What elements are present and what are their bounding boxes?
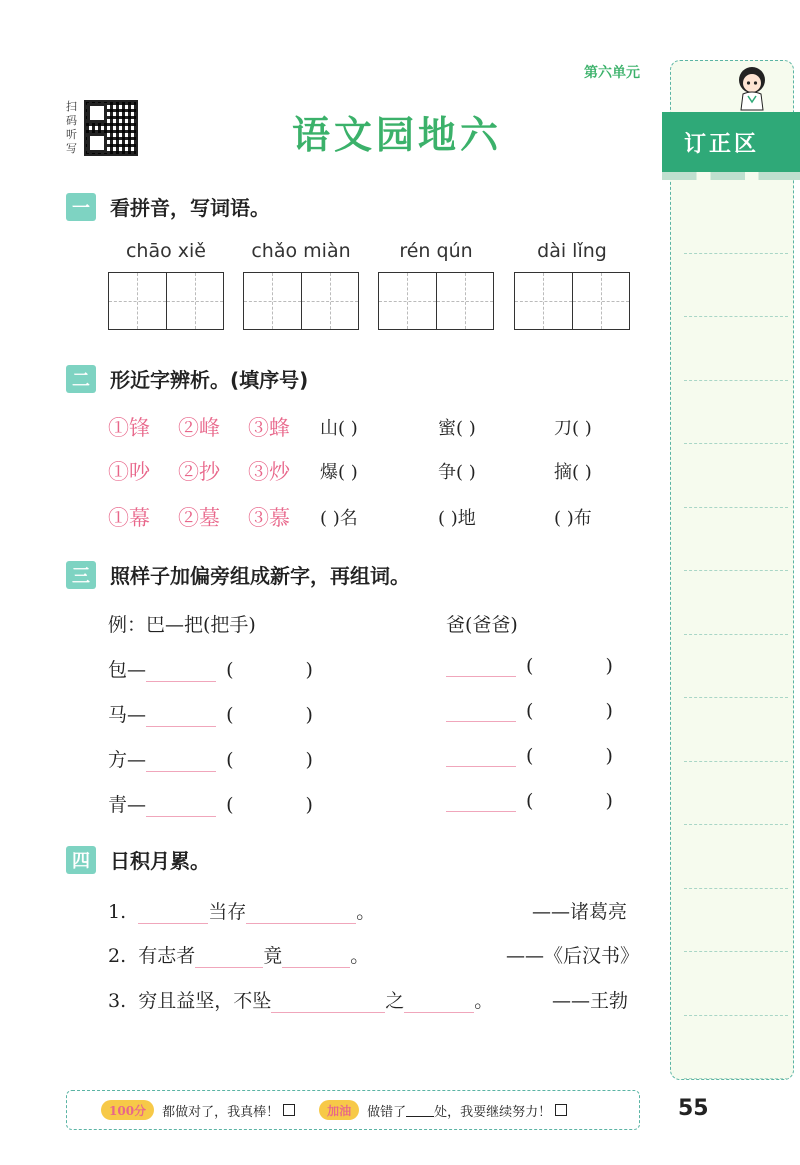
section-badge: 二 <box>66 365 96 393</box>
pinyin-item <box>243 240 359 330</box>
similar-char-row <box>108 502 648 532</box>
base-char: 马— <box>108 704 147 726</box>
pinyin-text: rén qún <box>399 240 473 262</box>
char-option: ③慕 <box>248 506 290 530</box>
full-score-badge: 100分 <box>101 1100 154 1120</box>
answer-line[interactable] <box>404 991 474 1013</box>
correction-lines <box>684 190 788 1079</box>
pinyin-item <box>514 240 630 330</box>
char-option: ③蜂 <box>248 416 290 440</box>
proverb-source: ——《后汉书》 <box>506 945 640 967</box>
radical-row-right: ( ) <box>446 655 613 677</box>
section-title: 照样子加偏旁组成新字，再组词。 <box>110 564 410 588</box>
answer-line[interactable] <box>271 991 385 1013</box>
base-char: 包— <box>108 659 147 681</box>
section-2-header <box>66 364 308 393</box>
unit-label: 第六单元 <box>584 65 640 81</box>
writing-grid[interactable] <box>243 272 359 330</box>
answer-line[interactable] <box>138 902 208 924</box>
base-char: 青— <box>108 794 147 816</box>
error-count-blank[interactable] <box>406 1103 434 1117</box>
fill-blank[interactable]: 蜜( ) <box>438 418 476 439</box>
char-option: ①幕 <box>108 506 150 530</box>
answer-line[interactable] <box>146 795 216 817</box>
radical-row-right: ( ) <box>446 700 613 722</box>
radical-row: 方— ( ) <box>108 749 313 771</box>
answer-line[interactable] <box>146 660 216 682</box>
writing-grid[interactable] <box>514 272 630 330</box>
answer-line[interactable] <box>446 790 516 812</box>
char-option: ②峰 <box>178 416 220 440</box>
radical-row: 包— ( ) <box>108 659 313 681</box>
char-option: ②墓 <box>178 506 220 530</box>
page-number: 55 <box>678 1096 709 1121</box>
section-1-header <box>66 192 270 221</box>
cheer-badge: 加油 <box>319 1100 359 1120</box>
proverb-line: 2. 有志者 竟 。 <box>108 945 370 967</box>
radical-row-right: ( ) <box>446 790 613 812</box>
answer-line[interactable] <box>282 946 350 968</box>
base-char: 方— <box>108 749 147 771</box>
answer-line[interactable] <box>246 902 356 924</box>
qr-code-icon[interactable] <box>84 100 138 156</box>
proverb-source: ——王勃 <box>552 990 629 1012</box>
example-right: 爸(爸爸) <box>446 614 518 636</box>
section-badge: 四 <box>66 846 96 874</box>
answer-line[interactable] <box>195 946 263 968</box>
pinyin-text: chǎo miàn <box>251 240 351 262</box>
char-option: ②抄 <box>178 460 220 484</box>
proverb-line: 3. 穷且益坚，不坠 之 。 <box>108 990 494 1012</box>
pinyin-item <box>378 240 494 330</box>
checkbox-keep-trying[interactable] <box>555 1104 567 1116</box>
pinyin-row <box>108 240 648 332</box>
example-left: 例：巴—把(把手) <box>108 614 256 636</box>
similar-char-row <box>108 412 648 442</box>
fill-blank[interactable]: ( )布 <box>554 508 592 529</box>
radical-row-right: ( ) <box>446 745 613 767</box>
section-badge: 三 <box>66 561 96 589</box>
fill-blank[interactable]: ( )名 <box>320 508 358 529</box>
pinyin-text: chāo xiě <box>125 240 206 262</box>
fill-blank[interactable]: 摘( ) <box>554 462 592 483</box>
section-title: 看拼音，写词语。 <box>110 196 270 220</box>
answer-line[interactable] <box>446 700 516 722</box>
section-3-header <box>66 560 410 589</box>
answer-line[interactable] <box>146 750 216 772</box>
qr-label: 扫 码 听 写 <box>66 100 77 155</box>
correction-tag: 订正区 <box>662 112 800 172</box>
char-option: ①锋 <box>108 416 150 440</box>
writing-grid[interactable] <box>108 272 224 330</box>
char-option: ③炒 <box>248 460 290 484</box>
fill-blank[interactable]: 山( ) <box>320 418 358 439</box>
fill-blank[interactable]: 争( ) <box>438 462 476 483</box>
section-4-header <box>66 845 210 874</box>
pinyin-text: dài lǐng <box>537 240 607 262</box>
radical-row: 青— ( ) <box>108 794 313 816</box>
section-title: 日积月累。 <box>110 849 210 873</box>
answer-line[interactable] <box>446 745 516 767</box>
checkbox-all-correct[interactable] <box>283 1104 295 1116</box>
similar-char-row <box>108 456 648 486</box>
qr-block[interactable] <box>66 100 138 156</box>
section-title: 形近字辨析。(填序号) <box>110 368 309 392</box>
proverb-source: ——诸葛亮 <box>532 901 628 923</box>
self-check-footer: 100分 都做对了，我真棒！ 加油 做错了 处，我要继续努力！ <box>66 1090 640 1130</box>
cartoon-girl-icon <box>732 64 772 112</box>
section-badge: 一 <box>66 193 96 221</box>
writing-grid[interactable] <box>378 272 494 330</box>
char-option: ①吵 <box>108 460 150 484</box>
answer-line[interactable] <box>446 655 516 677</box>
pinyin-item <box>108 240 224 330</box>
page-title: 语文园地六 <box>292 113 503 157</box>
radical-row: 马— ( ) <box>108 704 313 726</box>
answer-line[interactable] <box>146 705 216 727</box>
fill-blank[interactable]: 爆( ) <box>320 462 358 483</box>
fill-blank[interactable]: ( )地 <box>438 508 476 529</box>
fill-blank[interactable]: 刀( ) <box>554 418 592 439</box>
proverb-line: 1. 当存 。 <box>108 901 376 923</box>
